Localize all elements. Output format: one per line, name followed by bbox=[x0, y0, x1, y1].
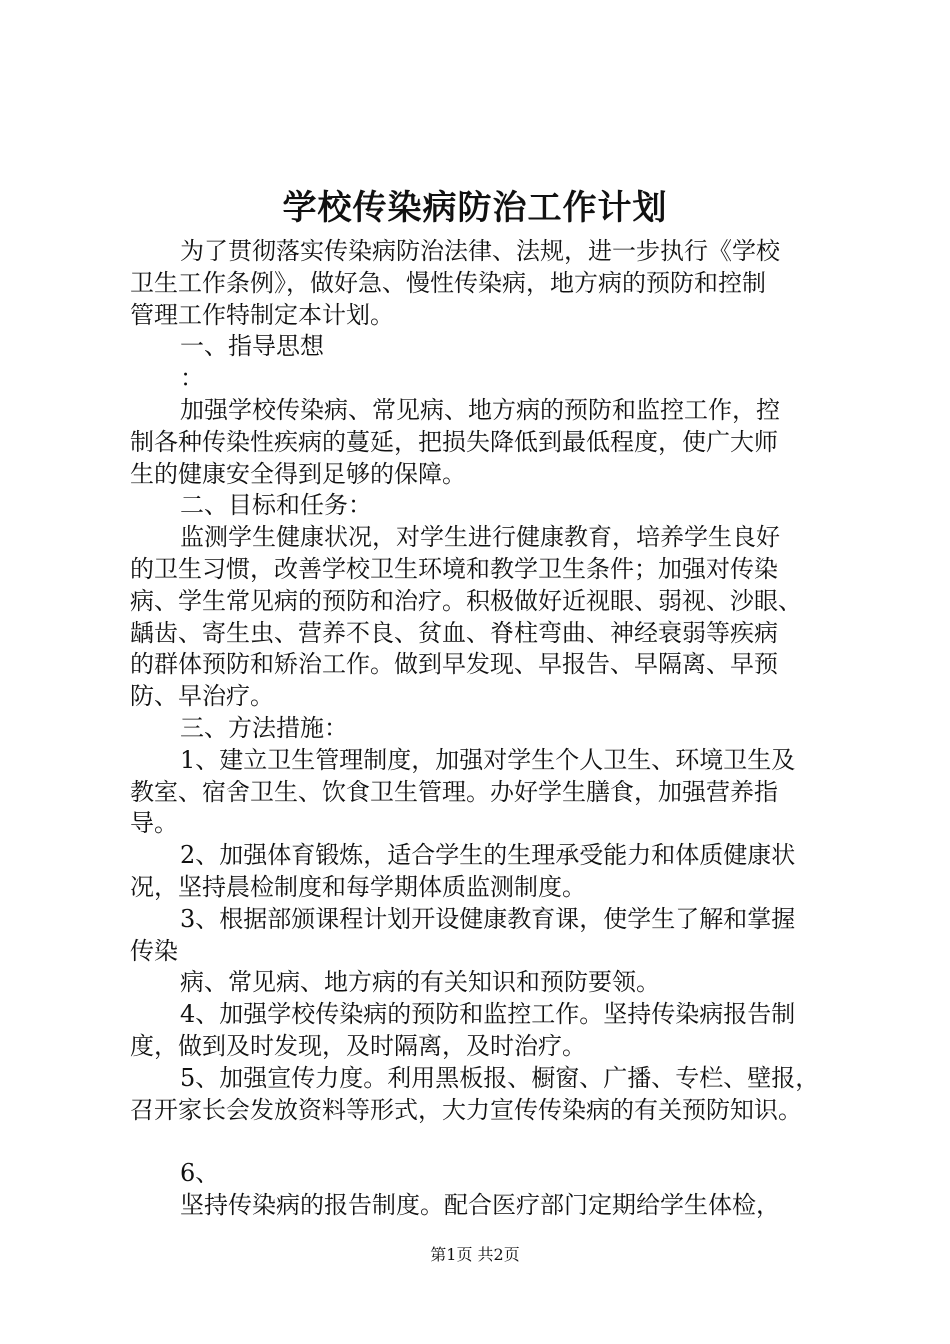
text-line: 病、学生常见病的预防和治疗。积极做好近视眼、弱视、沙眼、 bbox=[130, 586, 802, 615]
text-line: 制各种传染性疾病的蔓延，把损失降低到最低程度，使广大师 bbox=[130, 427, 778, 456]
text-line: 一、指导思想 bbox=[180, 332, 324, 361]
text-line: 2、加强体育锻炼，适合学生的生理承受能力和体质健康状 bbox=[180, 841, 796, 870]
text-line: 度，做到及时发现，及时隔离，及时治疗。 bbox=[130, 1031, 586, 1060]
page-footer: 第1页 共2页 bbox=[430, 1245, 520, 1264]
text-line: 的群体预防和矫治工作。做到早发现、早报告、早隔离、早预 bbox=[130, 650, 778, 679]
text-line: 况，坚持晨检制度和每学期体质监测制度。 bbox=[130, 872, 586, 901]
text-line: 二、目标和任务： bbox=[180, 491, 372, 520]
text-line: 4、加强学校传染病的预防和监控工作。坚持传染病报告制 bbox=[180, 1000, 796, 1029]
text-line: 3、根据部颁课程计划开设健康教育课，使学生了解和掌握 bbox=[180, 904, 796, 933]
text-line: ： bbox=[180, 364, 204, 393]
text-line: 龋齿、寄生虫、营养不良、贫血、脊柱弯曲、神经衰弱等疾病 bbox=[130, 618, 778, 647]
text-line: 防、早治疗。 bbox=[130, 682, 274, 711]
text-line: 6、 bbox=[180, 1159, 220, 1188]
text-line: 监测学生健康状况，对学生进行健康教育，培养学生良好 bbox=[180, 523, 780, 552]
text-line: 加强学校传染病、常见病、地方病的预防和监控工作，控 bbox=[180, 395, 780, 424]
document-title: 学校传染病防治工作计划 bbox=[282, 188, 668, 228]
text-line: 召开家长会发放资料等形式，大力宣传传染病的有关预防知识。 bbox=[130, 1095, 802, 1124]
text-line: 卫生工作条例》，做好急、慢性传染病，地方病的预防和控制 bbox=[130, 268, 766, 297]
blank-line bbox=[130, 1126, 860, 1158]
text-line: 为了贯彻落实传染病防治法律、法规，进一步执行《学校 bbox=[180, 237, 780, 265]
text-line: 教室、宿舍卫生、饮食卫生管理。办好学生膳食，加强营养指 bbox=[130, 777, 778, 806]
text-line: 三、方法措施： bbox=[180, 713, 348, 742]
text-line: 传染 bbox=[130, 936, 178, 965]
text-line: 坚持传染病的报告制度。配合医疗部门定期给学生体检， bbox=[180, 1190, 780, 1219]
text-line: 生的健康安全得到足够的保障。 bbox=[130, 459, 466, 488]
text-line: 5、加强宣传力度。利用黑板报、橱窗、广播、专栏、壁报， bbox=[180, 1063, 820, 1092]
text-line: 导。 bbox=[130, 809, 178, 838]
text-line: 1、建立卫生管理制度，加强对学生个人卫生、环境卫生及 bbox=[180, 745, 796, 774]
document-body bbox=[130, 236, 860, 1222]
text-line: 管理工作特制定本计划。 bbox=[130, 300, 394, 329]
text-line: 病、常见病、地方病的有关知识和预防要领。 bbox=[180, 968, 660, 997]
text-line: 的卫生习惯，改善学校卫生环境和教学卫生条件；加强对传染 bbox=[130, 554, 778, 583]
